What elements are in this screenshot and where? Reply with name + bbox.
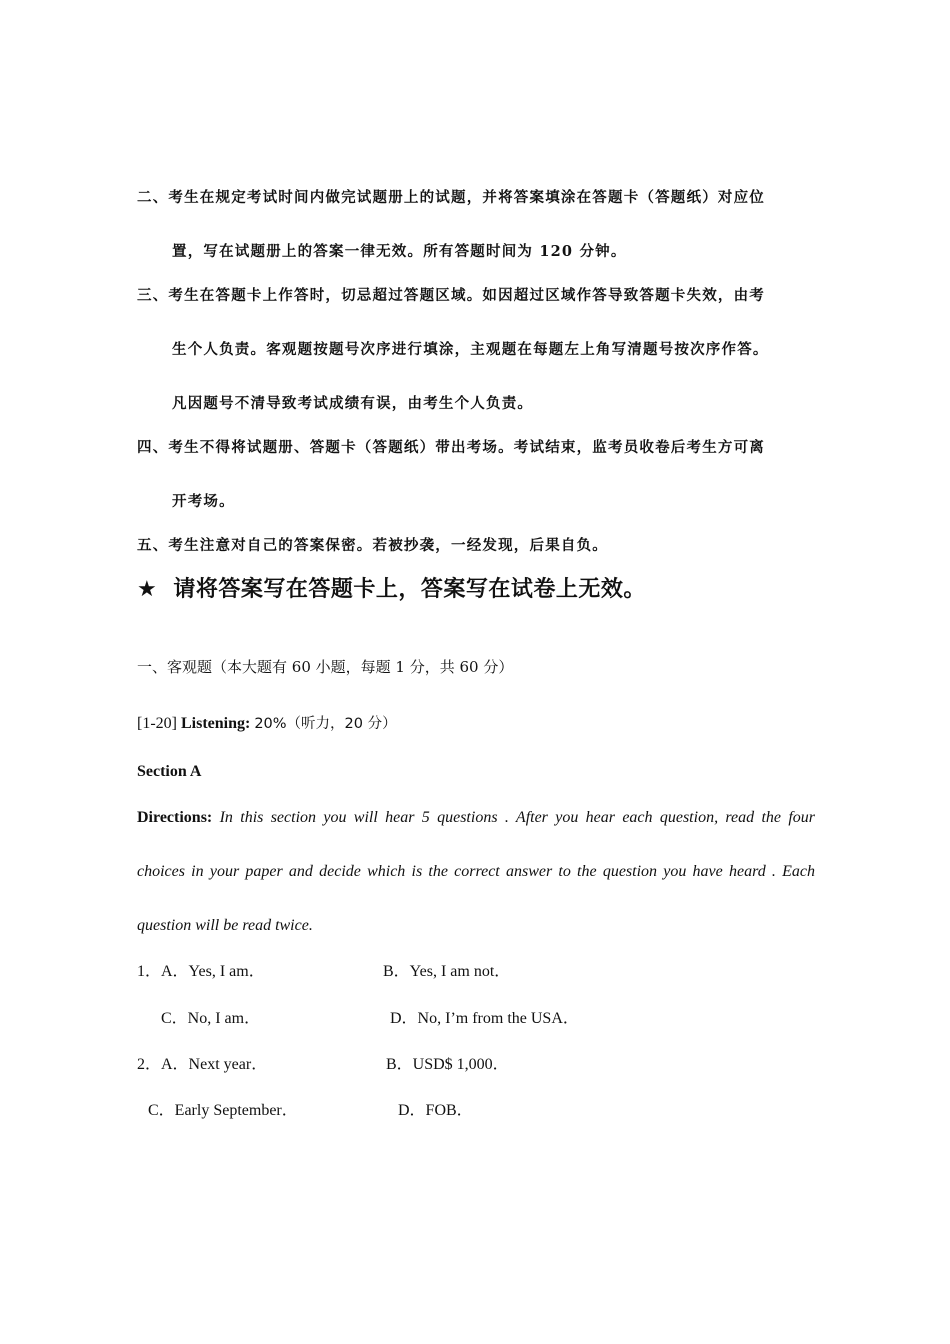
part-one-title: 一、客观题（本大题有 60 小题，每题 1 分，共 60 分） xyxy=(137,658,514,676)
question-1-option-a: A．Yes, I am． xyxy=(161,963,265,980)
section-a-title: Section A xyxy=(137,763,202,780)
rule-5-line-1: 五、考生注意对自己的答案保密。若被抄袭，一经发现，后果自负。 xyxy=(137,537,608,554)
question-1-number: 1． xyxy=(137,963,162,980)
question-2-option-b: B．USD$ 1,000． xyxy=(386,1056,509,1073)
answer-notice xyxy=(137,579,646,601)
rule-2-line-1: 二、考生在规定考试时间内做完试题册上的试题，并将答案填涂在答题卡（答题纸）对应位 xyxy=(137,189,765,206)
rule-4-line-2: 开考场。 xyxy=(172,493,235,510)
question-2-option-d: D．FOB． xyxy=(398,1102,473,1119)
star-icon: ★ xyxy=(137,577,158,602)
directions-line-2: choices in your paper and decide which is the correct answer to the question you have heard . Each xyxy=(137,863,815,880)
question-2-option-c: C．Early September． xyxy=(148,1102,298,1119)
listening-header xyxy=(137,716,397,732)
question-1-option-b: B．Yes, I am not． xyxy=(383,963,511,980)
rule-3-line-2: 生个人负责。客观题按题号次序进行填涂，主观题在每题左上角写清题号按次序作答。 xyxy=(172,341,769,358)
listening-range: [1-20] xyxy=(137,715,177,732)
answer-notice-text: 请将答案写在答题卡上，答案写在试卷上无效。 xyxy=(173,577,646,602)
directions-text-1: In this section you will hear 5 questions . After you hear each question, read the four xyxy=(219,809,816,826)
question-2-option-a: A．Next year． xyxy=(161,1056,268,1073)
directions-label: Directions: xyxy=(137,809,213,826)
rule-3-line-1: 三、考生在答题卡上作答时，切忌超过答题区域。如因超过区域作答导致答题卡失效，由考 xyxy=(137,287,765,304)
question-2-number: 2． xyxy=(137,1056,162,1073)
listening-detail: 20%（听力，20 分） xyxy=(254,716,397,732)
rule-4-line-1: 四、考生不得将试题册、答题卡（答题纸）带出考场。考试结束，监考员收卷后考生方可离 xyxy=(137,439,765,456)
directions-line-1 xyxy=(137,810,815,826)
listening-label: Listening: xyxy=(180,715,251,732)
question-1-option-d: D．No, I’m from the USA． xyxy=(390,1010,579,1027)
rule-3-line-3: 凡因题号不清导致考试成绩有误，由考生个人负责。 xyxy=(172,395,534,412)
rule-2-line-2: 置，写在试题册上的答案一律无效。所有答题时间为 120 分钟。 xyxy=(172,243,627,260)
question-1-option-c: C．No, I am． xyxy=(161,1010,261,1027)
directions-line-3: question will be read twice. xyxy=(137,917,313,934)
